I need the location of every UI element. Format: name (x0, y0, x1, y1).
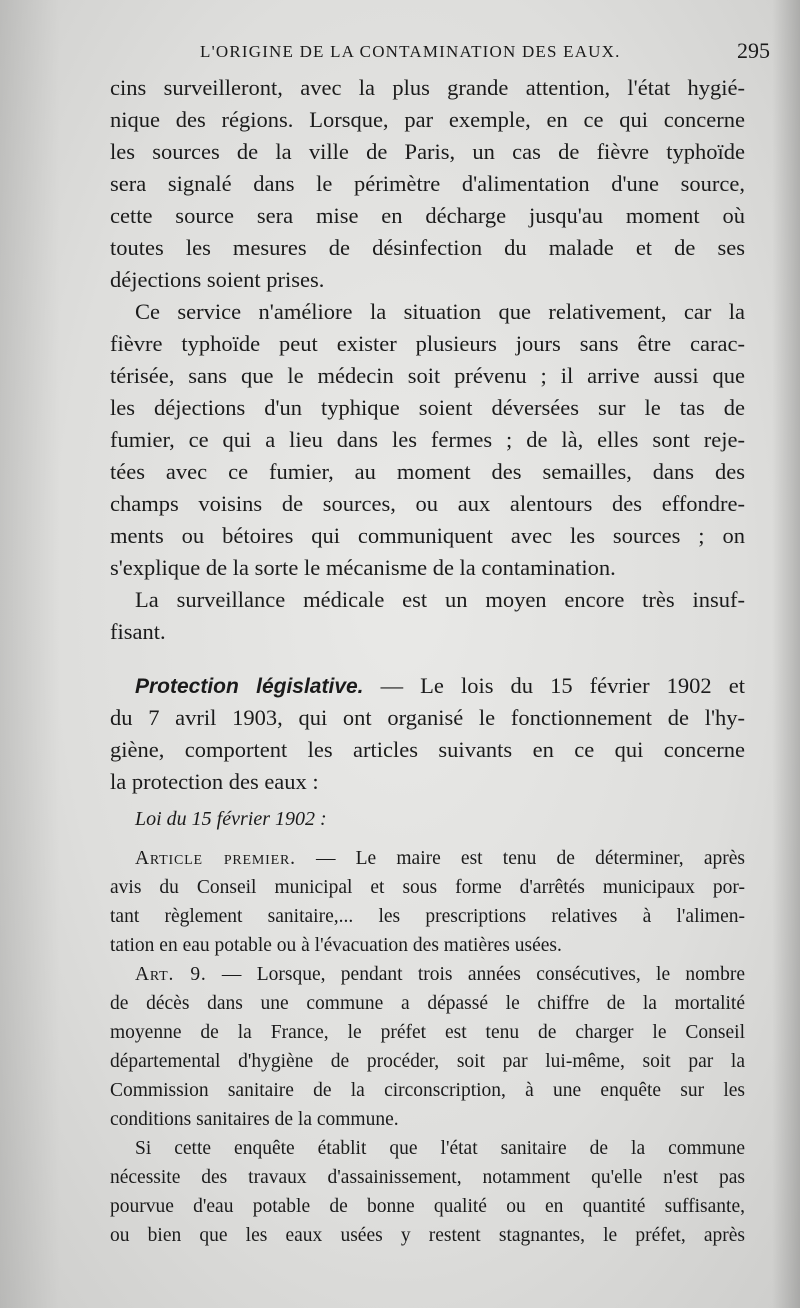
section-heading: Protection législative. (135, 675, 364, 698)
text-line: la protection des eaux : (110, 769, 319, 794)
text-line: toutes les mesures de désinfection du malade et de ses (110, 235, 745, 260)
text-line: Commission sanitaire de la circonscription, à une enquête sur les (110, 1080, 745, 1101)
article-line-rest: — Lorsque, pendant trois années consécutives, le nombre (206, 964, 745, 985)
paragraph-final (110, 1134, 745, 1250)
text-line: fisant. (110, 619, 166, 644)
text-line: de décès dans une commune a dépassé le chiffre de la mortalité (110, 993, 745, 1014)
paragraph-1 (110, 72, 745, 296)
article-label: Art. 9. (135, 964, 207, 985)
text-line: moyenne de la France, le préfet est tenu de charger le Conseil (110, 1022, 745, 1043)
text-line: déjections soient prises. (110, 267, 325, 292)
page-body (110, 72, 745, 1250)
text-line (110, 844, 745, 873)
paragraph-3 (110, 584, 745, 648)
article-9 (110, 960, 745, 1134)
text-line: Si cette enquête établit que l'état sanitaire de la commune (135, 1138, 745, 1159)
text-line: les déjections d'un typhique soient déversées sur le tas de (110, 395, 745, 420)
text-line: ou bien que les eaux usées y restent stagnantes, le préfet, après (110, 1225, 745, 1246)
text-line: fumier, ce qui a lieu dans les fermes ; de là, elles sont reje- (110, 427, 745, 452)
page-edge-shadow (772, 0, 800, 1308)
gutter-shadow (0, 0, 60, 1308)
text-line: nique des régions. Lorsque, par exemple, en ce qui concerne (110, 107, 745, 132)
text-line: conditions sanitaires de la commune. (110, 1109, 399, 1130)
text-line: térisée, sans que le médecin soit prévenu ; il arrive aussi que (110, 363, 745, 388)
text-line: départemental d'hygiène de procéder, soit par lui-même, soit par la (110, 1051, 745, 1072)
text-line: champs voisins de sources, ou aux alentours des effondre- (110, 491, 745, 516)
text-line: cins surveilleront, avec la plus grande attention, l'état hygié- (110, 75, 745, 100)
text-line: tation en eau potable ou à l'évacuation des matières usées. (110, 935, 562, 956)
running-title: L'ORIGINE DE LA CONTAMINATION DES EAUX. (200, 42, 621, 61)
text-line: les sources de la ville de Paris, un cas de fièvre typhoïde (110, 139, 745, 164)
article-line-rest: — Le maire est tenu de déterminer, après (295, 848, 745, 869)
heading-line-rest: — Le lois du 15 février 1902 et (363, 673, 745, 698)
paragraph-4 (110, 670, 745, 798)
text-line: pourvue d'eau potable de bonne qualité ou en quantité suffisante, (110, 1196, 745, 1217)
text-line: nécessite des travaux d'assainissement, notamment qu'elle n'est pas (110, 1167, 745, 1188)
text-line: tées avec ce fumier, au moment des semailles, dans des (110, 459, 745, 484)
paragraph-2 (110, 296, 745, 584)
text-line: du 7 avril 1903, qui ont organisé le fonctionnement de l'hy- (110, 705, 745, 730)
text-line (110, 670, 745, 702)
running-header (200, 38, 770, 68)
text-line: cette source sera mise en décharge jusqu'au moment où (110, 203, 745, 228)
article-1 (110, 844, 745, 960)
text-line: Ce service n'améliore la situation que relativement, car la (135, 299, 745, 324)
article-label: Article premier. (135, 848, 296, 869)
text-line: fièvre typhoïde peut exister plusieurs jours sans être carac- (110, 331, 745, 356)
text-line: giène, comportent les articles suivants en ce qui concerne (110, 737, 745, 762)
page-number: 295 (737, 38, 770, 63)
text-line: tant règlement sanitaire,... les prescriptions relatives à l'alimen- (110, 906, 745, 927)
text-line: avis du Conseil municipal et sous forme d'arrêtés municipaux por- (110, 877, 745, 898)
text-line: sera signalé dans le périmètre d'alimentation d'une source, (110, 171, 745, 196)
text-line: ments ou bétoires qui communiquent avec les sources ; on (110, 523, 745, 548)
text-line: s'explique de la sorte le mécanisme de la contamination. (110, 555, 616, 580)
text-line: La surveillance médicale est un moyen encore très insuf- (135, 587, 745, 612)
law-title: Loi du 15 février 1902 : (135, 808, 327, 830)
text-line (110, 960, 745, 989)
